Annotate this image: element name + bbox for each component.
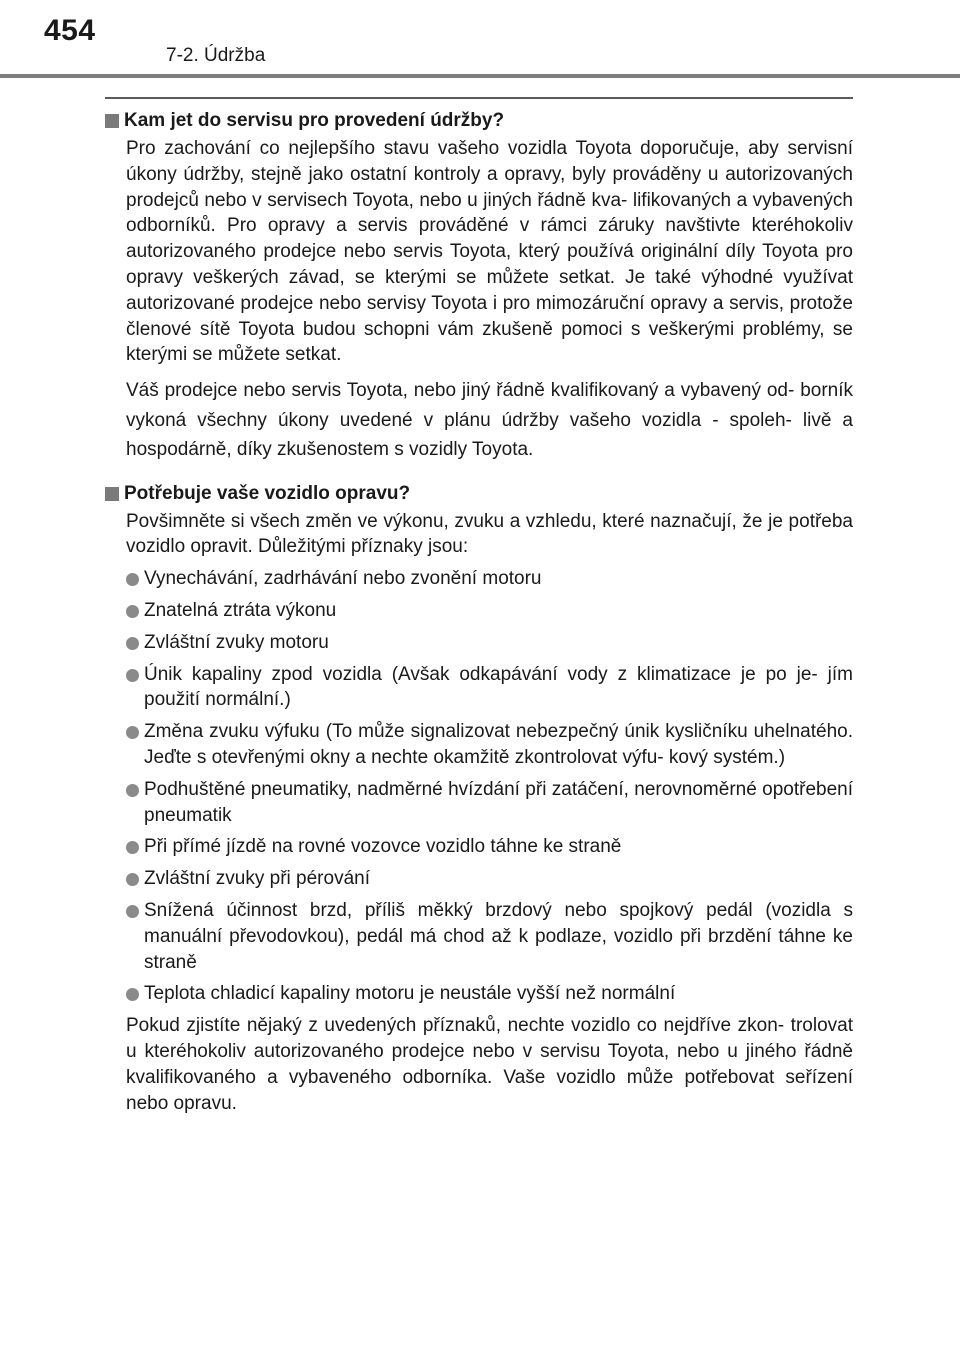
circle-bullet-icon — [126, 905, 139, 918]
square-bullet-icon — [105, 487, 119, 501]
list-item: Únik kapaliny zpod vozidla (Avšak odkapávání vody z klimatizace je po je- jím použití normální.) — [126, 662, 853, 714]
circle-bullet-icon — [126, 573, 139, 586]
square-bullet-icon — [105, 114, 119, 128]
circle-bullet-icon — [126, 784, 139, 797]
section-heading-text: Kam jet do servisu pro provedení údržby? — [124, 110, 505, 131]
page-number: 454 — [44, 14, 96, 47]
circle-bullet-icon — [126, 605, 139, 618]
list-item: Vynechávání, zadrhávání nebo zvonění motoru — [126, 566, 853, 592]
paragraph: Pokud zjistíte nějaký z uvedených příznaků, nechte vozidlo co nejdříve zkon- trolovat u kteréhokoliv autorizovaného prodejce nebo v servisu Toyota, nebo u jiného řádně kvalifikovaného a vybaveného odborníka. Vaše vozidlo může potřebovat seřízení nebo opravu. — [126, 1015, 853, 1114]
content-divider — [105, 97, 853, 99]
circle-bullet-icon — [126, 988, 139, 1001]
list-item: Při přímé jízdě na rovné vozovce vozidlo táhne ke straně — [126, 834, 853, 860]
circle-bullet-icon — [126, 873, 139, 886]
list-item: Teplota chladicí kapaliny motoru je neustále vyšší než normální — [126, 981, 853, 1007]
section-title: 7-2. Údržba — [166, 45, 266, 66]
list-item: Změna zvuku výfuku (To může signalizovat nebezpečný únik kysličníku uhelnatého. Jeďte s otevřenými okny a nechte okamžitě zkontrolovat výfu- kový systém.) — [126, 719, 853, 771]
circle-bullet-icon — [126, 637, 139, 650]
symptom-list — [126, 566, 853, 1007]
section-maintenance-where — [105, 108, 853, 465]
paragraph: Váš prodejce nebo servis Toyota, nebo jiný řádně kvalifikovaný a vybavený od- borník vykoná všechny úkony uvedené v plánu údržby vašeho vozidla - spoleh- livě a hospodárně, díky zkušenostem s vozidly Toyota. — [126, 380, 853, 461]
list-item: Podhuštěné pneumatiky, nadměrné hvízdání při zatáčení, nerovnoměrné opotřebení pneumatik — [126, 777, 853, 829]
circle-bullet-icon — [126, 726, 139, 739]
page-content — [105, 108, 853, 1132]
list-item: Znatelná ztráta výkonu — [126, 598, 853, 624]
header-divider — [0, 74, 960, 78]
page-header — [0, 0, 960, 78]
section-heading-text: Potřebuje vaše vozidlo opravu? — [124, 482, 411, 504]
section-heading — [105, 481, 853, 507]
list-item: Zvláštní zvuky při pérování — [126, 866, 853, 892]
section-heading — [105, 108, 853, 134]
paragraph: Povšimněte si všech změn ve výkonu, zvuku a vzhledu, které naznačují, že je potřeba vozidlo opravit. Důležitými příznaky jsou: — [126, 510, 853, 558]
paragraph: Pro zachování co nejlepšího stavu vašeho vozidla Toyota doporučuje, aby servisní úkony údržby, stejně jako ostatní kontroly a opravy, byly prováděny u autorizovaných prodejců nebo v servisech Toyota, nebo u jiných řádně kva- lifikovaných a vybavených odborníků. Pro opravy a servis prováděné v rámci záruky navštivte kteréhokoliv autorizovaného prodejce nebo servis Toyota, který používá originální díly Toyota pro opravy veškerých závad, se kterými se můžete setkat. Je také výhodné využívat autorizované prodejce nebo servisy Toyota i pro mimozáruční opravy a servis, protože členové sítě Toyota budou schopni vám zkušeně pomoci s veškerými problémy, se kterými se můžete setkat. — [126, 138, 853, 366]
list-item: Zvláštní zvuky motoru — [126, 630, 853, 656]
list-item: Snížená účinnost brzd, příliš měkký brzdový nebo spojkový pedál (vozidla s manuální převodovkou), pedál má chod až k podlaze, vozidlo při brzdění táhne ke straně — [126, 898, 853, 975]
circle-bullet-icon — [126, 841, 139, 854]
circle-bullet-icon — [126, 669, 139, 682]
section-repair-needed — [105, 481, 853, 1117]
